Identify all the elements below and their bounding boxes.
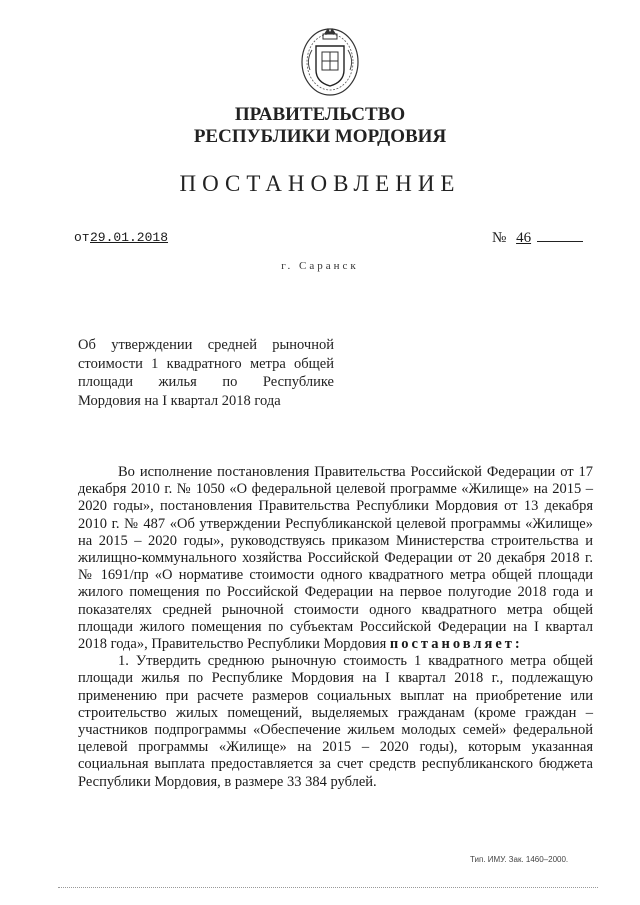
coat-of-arms-emblem <box>298 20 362 98</box>
number-label: № <box>492 230 507 246</box>
document-body <box>78 464 593 791</box>
bottom-dotted-line <box>58 887 598 888</box>
paragraph-item-1: 1. Утвердить среднюю рыночную стоимость 1 квадратного метра общей площади жилья по Республике Мордовия на I квартал 2018 г., подлежащую применению при расчете размеров социальных выплат на приобретение или строительство жилых помещений, выделяемых гражданам (кроме граждан – участников подпрограммы «Обеспечение жильем молодых семей» федеральной целевой программы «Жилище» на 2015 – 2020 годы), которым указанная социальная выплата предоставляется за счет средств республиканского бюджета Республики Мордовия, в размере 33 384 рублей. <box>78 653 593 790</box>
number-underline <box>537 241 583 242</box>
government-title-line1: ПРАВИТЕЛЬСТВО <box>234 104 406 125</box>
document-number-row <box>492 230 583 247</box>
paragraph-preamble <box>78 464 593 653</box>
document-subject: Об утверждении средней рыночной стоимости 1 квадратного метра общей площади жилья по Республике Мордовия на I квартал 2018 года <box>78 337 334 409</box>
document-number: 46 <box>516 230 532 246</box>
city-name: г. Саранск <box>281 260 359 272</box>
document-date: 29.01.2018 <box>90 230 169 245</box>
government-title-line2: РЕСПУБЛИКИ МОРДОВИЯ <box>193 126 447 147</box>
print-mark: Тип. ИМУ. Зак. 1460–2000. <box>470 855 569 864</box>
preamble-text: Во исполнение постановления Правительства Российской Федерации от 17 декабря 2010 г. № 1050 «О федеральной целевой программе «Жилище» на 2015 – 2020 годы», постановления Правительства Республики Мордовия от 13 декабря 2010 г. № 487 «Об утверждении Республиканской целевой программы «Жилище» на 2015 – 2020 годы», руководствуясь приказом Министерства строительства и жилищно-коммунального хозяйства Российской Федерации от 20 декабря 2018 г. № 1691/пр «О нормативе стоимости одного квадратного метра общей площади жилого помещения по Российской Федерации на первое полугодие 2018 года и показателях средней рыночной стоимости одного квадратного метра общей площади жилого помещения по субъектам Российской Федерации на I квартал 2018 года», Правительство Республики Мордовия <box>78 464 593 653</box>
date-label: от <box>74 230 90 245</box>
document-type-title: ПОСТАНОВЛЕНИЕ <box>179 171 461 196</box>
decree-keyword: постановляет: <box>389 636 523 653</box>
